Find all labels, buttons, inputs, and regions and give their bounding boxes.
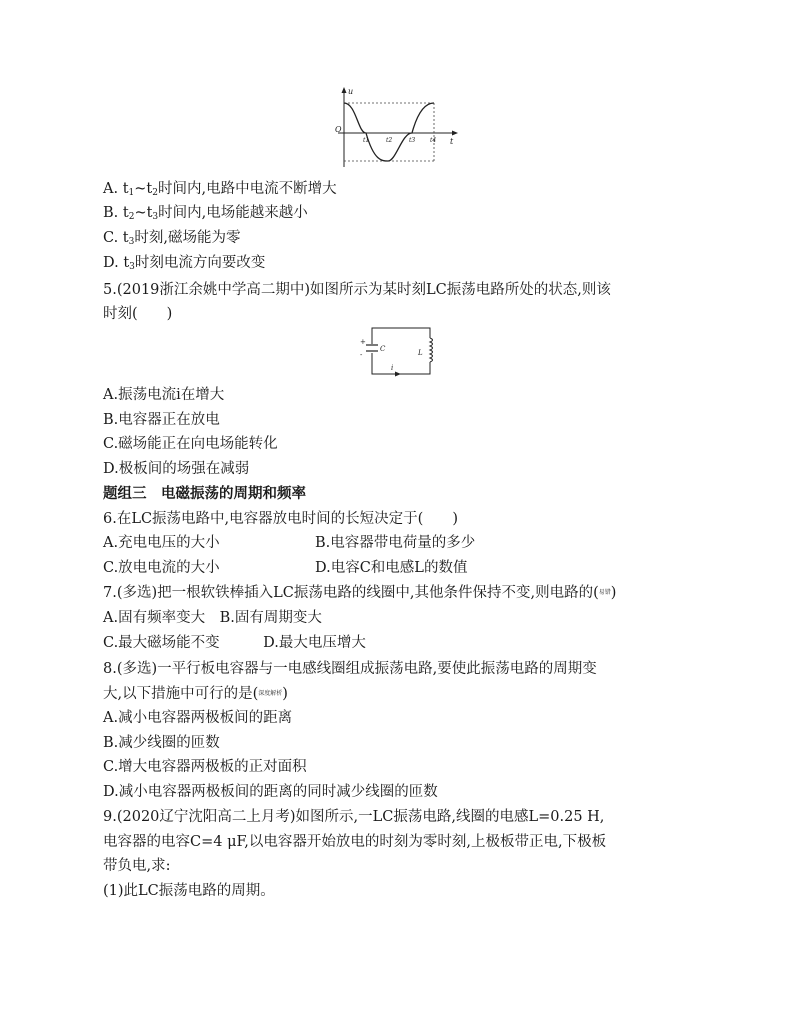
capacitor-label: C <box>380 345 386 353</box>
q4-option-a: A. $t_1\sim t_2$时间内,电路中电流不断增大 <box>103 181 337 198</box>
wave-x-label: t <box>450 137 454 146</box>
q9-stem-line3: 带负电,求: <box>103 858 171 874</box>
q4-option-b: B. $t_2\sim t_3$时间内,电场能越来越小 <box>103 205 308 222</box>
wave-tick-t3: t3 <box>409 137 416 144</box>
wave-curve <box>344 103 437 161</box>
inductor-label: L <box>418 349 423 357</box>
q8-stem-line1: 8.(多选)一平行板电容器与一电感线圈组成振荡电路,要使此振荡电路的周期变 <box>103 661 597 677</box>
q7-options-ab: A.固有频率变大 B.固有周期变大 <box>103 610 322 626</box>
q5-stem-line1: 5.(2019浙江余姚中学高二期中)如图所示为某时刻LC振荡电路所处的状态,则该 <box>103 282 611 298</box>
q7-options-cd: C.最大磁场能不变 D.最大电压增大 <box>103 635 366 651</box>
q7-stem: 7.(多选)把一根软铁棒插入LC振荡电路的线圈中,其他条件保持不变,则电路的(易错) <box>103 585 617 601</box>
wave-tick-t1: t1 <box>363 137 370 144</box>
section-heading: 题组三 电磁振荡的周期和频率 <box>103 485 306 502</box>
wave-tick-t4: t4 <box>430 137 437 144</box>
q8-stem-line2: 大,以下措施中可行的是(深度解析) <box>103 686 288 702</box>
q8-option-c: C.增大电容器两极板的正对面积 <box>103 759 307 775</box>
q6-option-b: B.电容器带电荷量的多少 <box>315 535 476 551</box>
q5-option-d: D.极板间的场强在减弱 <box>103 461 250 477</box>
q9-stem-line1: 9.(2020辽宁沈阳高二上月考)如图所示,一LC振荡电路,线圈的电感L=0.25 H, <box>103 809 605 825</box>
q6-option-a: A.充电电压的大小 <box>103 535 220 551</box>
q8-option-d: D.减小电容器两极板间的距离的同时减少线圈的匝数 <box>103 784 438 800</box>
q5-option-a: A.振荡电流i在增大 <box>103 387 225 403</box>
q6-stem: 6.在LC振荡电路中,电容器放电时间的长短决定于( ) <box>103 511 458 527</box>
q5-stem-line2: 时刻( ) <box>103 306 173 322</box>
q8-tag: 深度解析 <box>258 690 283 697</box>
q4-option-d: D. $t_3$时刻电流方向要改变 <box>103 255 266 272</box>
minus-sign: - <box>360 351 363 359</box>
q9-part1: (1)此LC振荡电路的周期。 <box>103 883 275 899</box>
wave-origin-label: O <box>335 125 342 134</box>
wave-tick-t2: t2 <box>386 137 393 144</box>
q6-option-c: C.放电电流的大小 <box>103 560 220 576</box>
q8-option-a: A.减小电容器两极板间的距离 <box>103 710 293 726</box>
q4-option-c: C. $t_3$时刻,磁场能为零 <box>103 230 241 247</box>
q8-option-b: B.减少线圈的匝数 <box>103 735 220 751</box>
q7-tag: 易错 <box>598 589 611 596</box>
plus-sign: + <box>360 338 366 346</box>
q5-option-b: B.电容器正在放电 <box>103 412 220 428</box>
voltage-wave-figure <box>330 85 460 170</box>
current-label: i <box>391 364 394 372</box>
q9-stem-line2: 电容器的电容C=4 μF,以电容器开始放电的时刻为零时刻,上极板带正电,下极板 <box>103 834 607 850</box>
q6-option-d: D.电容C和电感L的数值 <box>315 560 468 576</box>
lc-circuit-figure <box>355 322 440 380</box>
q5-option-c: C.磁场能正在向电场能转化 <box>103 436 278 452</box>
wave-y-label: u <box>348 87 354 96</box>
